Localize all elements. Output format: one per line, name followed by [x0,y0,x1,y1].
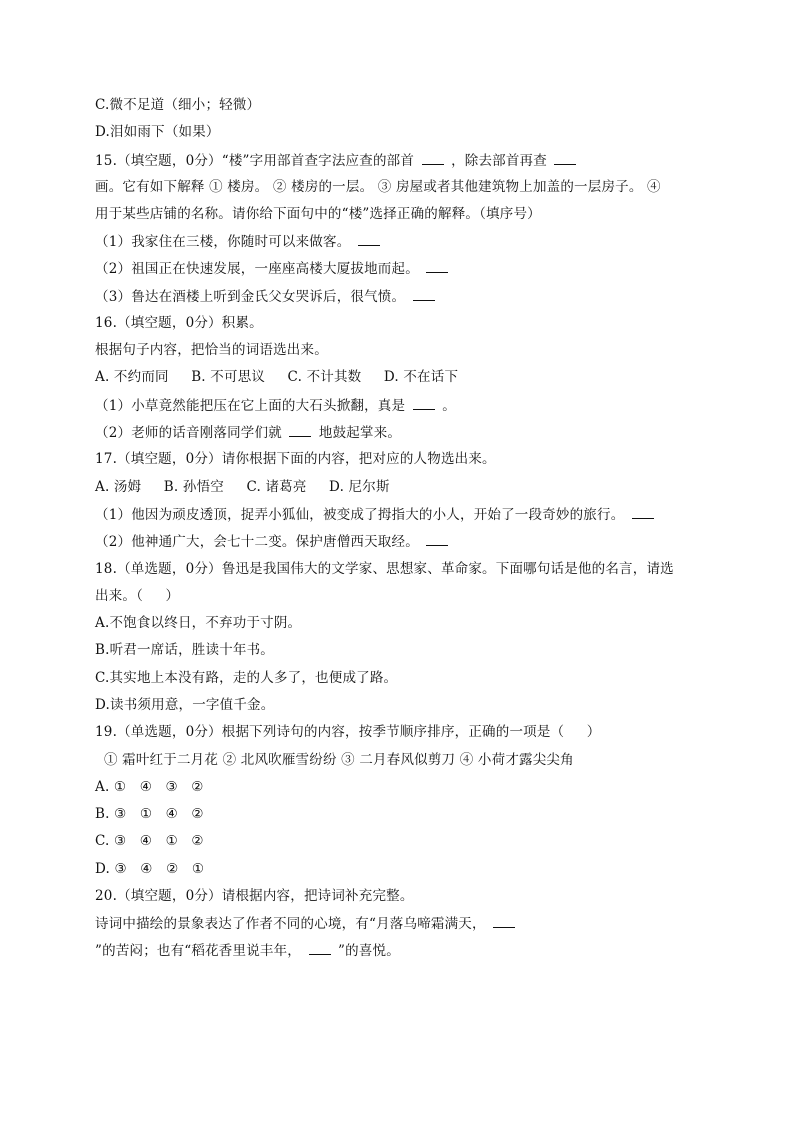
question-15-definitions [95,177,661,197]
question-20-text: 20.（填空题，0分）请根据内容，把诗词补充完整。 [95,888,414,904]
question-17-item-2 [95,531,451,552]
question-15-item-1 [95,231,383,252]
answer-blank[interactable] [289,422,311,437]
answer-blank[interactable] [632,504,654,519]
answer-blank[interactable] [309,940,331,955]
question-16-header [95,313,263,333]
answer-blank[interactable] [422,150,444,165]
option-c-line [95,95,260,115]
question-18-header [95,559,674,579]
question-17-item-1 [95,504,657,525]
question-15-item-3 [95,286,438,307]
option-d-text: D. ③ ④ ② ① [95,861,205,877]
question-17-options-text: A. 汤姆 B. 孙悟空 C. 诸葛亮 D. 尼尔斯 [95,479,390,495]
question-20-line-2 [95,940,400,961]
option-a-text: A.不饱食以终日，不弃功于寸阴。 [95,615,302,631]
question-18-header-cont [95,586,179,606]
option-a-text: A. ① ④ ③ ② [95,779,204,795]
question-15-instruction [95,204,541,224]
question-19-poems-text: ① 霜叶红于二月花 ② 北风吹雁雪纷纷 ③ 二月春风似剪刀 ④ 小荷才露尖尖角 [95,752,574,768]
question-17-text: 17.（填空题，0分）请你根据下面的内容，把对应的人物选出来。 [95,451,496,467]
question-17-options [95,477,390,497]
question-20-line-2-end: ”的喜悦。 [338,943,400,959]
option-d-text: D.泪如雨下（如果） [95,124,220,140]
answer-blank[interactable] [426,258,448,273]
answer-blank[interactable] [554,150,576,165]
question-15-text-cont: ，除去部首再查 [451,153,547,169]
question-19-option-d[interactable] [95,859,204,879]
answer-blank[interactable] [493,913,515,928]
answer-blank[interactable] [426,531,448,546]
question-20-line-2-text: ”的苦闷；也有“稻花香里说丰年， [95,943,302,959]
question-15-header [95,150,579,171]
option-c-text: C.其实地上本没有路，走的人多了，也便成了路。 [95,670,398,686]
option-b-text: B. ③ ① ④ ② [95,806,204,822]
answer-blank[interactable] [358,231,380,246]
question-16-item-1 [95,395,456,416]
question-20-line-1-text: 诗词中描绘的景象表达了作者不同的心境，有“月落乌啼霜满天， [95,916,486,932]
question-18-option-b[interactable] [95,640,274,660]
question-15-item-2-text: （2）祖国正在快速发展，一座座高楼大厦拔地而起。 [95,261,419,277]
question-16-options [95,367,458,387]
question-16-item-2 [95,422,401,443]
question-15-text: 15.（填空题，0分）“楼”字用部首查字法应查的部首 [95,153,415,169]
question-15-item-3-text: （3）鲁达在酒楼上听到金氏父女哭诉后，很气愤。 [95,289,406,305]
question-16-instruction [95,340,328,360]
option-b-text: B.听君一席话，胜读十年书。 [95,642,275,658]
question-19-poems [95,750,574,770]
question-16-item-1-text: （1）小草竟然能把压在它上面的大石头掀翻，真是 [95,398,406,414]
question-20-header [95,886,414,906]
question-18-option-c[interactable] [95,668,397,688]
option-c-text: C. ③ ④ ① ② [95,833,204,849]
question-19-option-a[interactable] [95,777,204,797]
answer-blank[interactable] [413,395,435,410]
question-19-header [95,722,600,742]
question-16-instruction-text: 根据句子内容，把恰当的词语选出来。 [95,342,328,358]
question-17-header [95,449,496,469]
option-d-text: D.读书须用意，一字值千金。 [95,697,275,713]
question-16-item-2-text: （2）老师的话音刚落同学们就 [95,425,282,441]
question-16-item-2-end: 地鼓起掌来。 [318,425,402,441]
question-18-option-a[interactable] [95,613,301,633]
question-16-text: 16.（填空题，0分）积累。 [95,315,263,331]
question-18-text-cont: 出来。（ ） [95,588,180,604]
question-19-option-c[interactable] [95,831,204,851]
question-15-item-2 [95,258,451,279]
question-15-item-1-text: （1）我家住在三楼，你随时可以来做客。 [95,234,351,250]
question-19-text: 19.（单选题，0分）根据下列诗句的内容，按季节顺序排序，正确的一项是（ ） [95,724,601,740]
question-17-item-2-text: （2）他神通广大，会七十二变。保护唐僧西天取经。 [95,534,419,550]
question-18-option-d[interactable] [95,695,274,715]
question-16-options-text: A. 不约而同 B. 不可思议 C. 不计其数 D. 不在话下 [95,369,459,385]
question-20-line-1 [95,913,518,934]
question-15-instruction-text: 用于某些店铺的名称。请你给下面句中的“楼”选择正确的解释。（填序号） [95,206,541,222]
question-16-item-1-end: 。 [442,398,456,414]
question-18-text: 18.（单选题，0分）鲁迅是我国伟大的文学家、思想家、革命家。下面哪句话是他的名言，请选 [95,561,674,577]
question-19-option-b[interactable] [95,804,204,824]
question-15-definitions-text: 画。它有如下解释 ① 楼房。 ② 楼房的一层。 ③ 房屋或者其他建筑物上加盖的一层房子。 ④ [95,179,661,195]
option-c-text: C.微不足道（细小；轻微） [95,97,261,113]
answer-blank[interactable] [413,286,435,301]
question-17-item-1-text: （1）他因为顽皮透顶，捉弄小狐仙，被变成了拇指大的小人，开始了一段奇妙的旅行。 [95,507,625,523]
option-d-line [95,122,220,142]
